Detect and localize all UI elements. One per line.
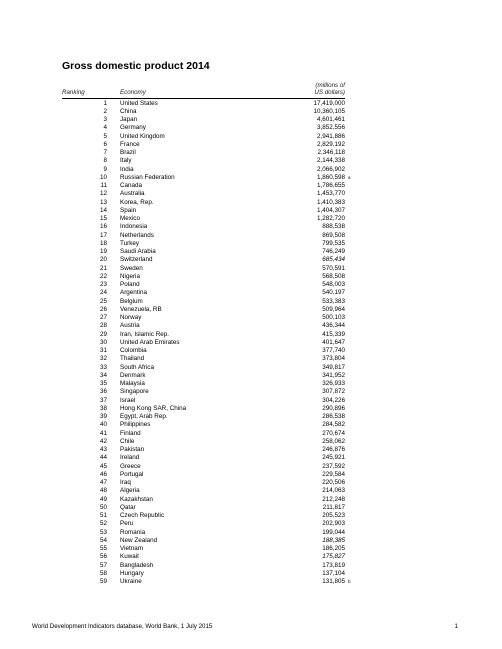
table-row	[0, 570, 502, 578]
economy-cell: India	[120, 165, 134, 173]
rank-cell: 23	[99, 281, 107, 288]
rank-cell: 22	[99, 272, 107, 280]
table-row	[0, 166, 502, 174]
economy-cell: Indonesia	[120, 223, 148, 231]
economy-cell: Singapore	[120, 388, 149, 396]
rank-cell: 36	[99, 388, 107, 396]
table-row	[0, 232, 502, 240]
rank-cell: 54	[99, 536, 107, 544]
table-row	[0, 133, 502, 141]
table-row	[0, 529, 502, 537]
gdp-value-cell: 1,282,720	[316, 215, 345, 222]
rank-cell: 19	[99, 248, 107, 255]
rank-cell: 45	[99, 462, 107, 470]
economy-cell: Hungary	[120, 569, 144, 577]
rank-cell: 46	[99, 470, 107, 478]
rank-cell: 53	[99, 528, 107, 536]
table-row	[0, 421, 502, 429]
table-row	[0, 281, 502, 289]
economy-cell: Mexico	[120, 215, 140, 222]
table-row	[0, 578, 502, 586]
rank-cell: 42	[99, 437, 107, 445]
gdp-value-cell: 373,804	[322, 355, 345, 363]
gdp-value-cell: 137,104	[322, 569, 345, 577]
gdp-value-cell: 205,523	[322, 512, 345, 519]
rank-cell: 51	[99, 512, 107, 519]
rank-cell: 26	[99, 305, 107, 313]
gdp-value-cell: 4,601,461	[316, 116, 345, 123]
economy-cell: Romania	[120, 528, 146, 536]
economy-cell: Hong Kong SAR, China	[120, 404, 187, 412]
economy-cell: Turkey	[120, 239, 140, 247]
table-row	[0, 372, 502, 380]
rank-cell: 13	[99, 198, 107, 206]
table-row	[0, 339, 502, 347]
gdp-value-cell: 570,591	[322, 264, 345, 272]
gdp-table	[0, 100, 502, 587]
rank-cell: 38	[99, 404, 107, 412]
economy-cell: Denmark	[120, 371, 146, 379]
economy-cell: South Africa	[120, 363, 154, 371]
gdp-value-cell: 229,584	[322, 470, 345, 478]
rank-cell: 31	[99, 347, 107, 354]
economy-cell: Venezuela, RB	[120, 305, 162, 313]
source-footer: World Development Indicators database, World Bank, 1 July 2015	[32, 623, 213, 630]
gdp-value-cell: 548,003	[322, 281, 345, 288]
rank-cell: 11	[100, 182, 107, 189]
units-header-line2: US dollars)	[314, 89, 345, 96]
rank-cell: 57	[99, 561, 107, 569]
gdp-value-cell: 349,817	[322, 363, 345, 371]
footnote-marker: a	[348, 174, 351, 180]
gdp-value-cell: 540,197	[322, 289, 345, 297]
economy-cell: Peru	[120, 520, 134, 528]
gdp-value-cell: 202,903	[322, 520, 345, 528]
economy-cell: Netherlands	[120, 231, 154, 239]
table-row	[0, 331, 502, 339]
rank-cell: 30	[99, 338, 107, 346]
economy-cell: Chile	[120, 437, 135, 445]
footnote-marker: b	[348, 579, 351, 584]
table-row	[0, 298, 502, 306]
gdp-value-cell: 415,339	[322, 330, 345, 338]
table-row	[0, 223, 502, 231]
gdp-value-cell: 2,346,118	[317, 149, 345, 156]
rank-cell: 25	[99, 297, 107, 305]
table-row	[0, 256, 502, 264]
gdp-value-cell: 2,144,338	[316, 157, 345, 165]
rank-cell: 12	[99, 190, 107, 198]
table-row	[0, 248, 502, 256]
rank-cell: 18	[99, 239, 107, 247]
gdp-value-cell: 2,941,886	[316, 132, 345, 140]
table-row	[0, 157, 502, 165]
rank-cell: 9	[103, 165, 107, 173]
economy-cell: Argentina	[120, 289, 147, 297]
economy-cell: Canada	[120, 182, 143, 189]
economy-cell: France	[120, 140, 140, 148]
table-row	[0, 199, 502, 207]
gdp-value-cell: 199,044	[322, 528, 345, 536]
table-row	[0, 364, 502, 372]
rank-cell: 7	[103, 149, 107, 156]
gdp-value-cell: 2,829,192	[316, 140, 345, 148]
economy-cell: Kazakhstan	[120, 495, 153, 503]
gdp-value-cell: 568,508	[322, 272, 345, 280]
economy-cell: Japan	[120, 116, 138, 123]
gdp-value-cell: 326,933	[322, 380, 345, 387]
table-row	[0, 215, 502, 223]
gdp-value-cell: 258,062	[322, 437, 345, 445]
table-row	[0, 487, 502, 495]
economy-cell: Korea, Rep.	[120, 198, 154, 206]
economy-cell: Iraq	[120, 479, 131, 486]
economy-cell: Portugal	[120, 470, 144, 478]
gdp-value-cell: 888,538	[322, 223, 345, 231]
gdp-value-cell: 17,419,000	[313, 99, 345, 107]
table-row	[0, 512, 502, 520]
gdp-value-cell: 2,066,902	[316, 165, 345, 173]
gdp-value-cell: 799,535	[322, 239, 345, 247]
gdp-value-cell: 246,876	[322, 446, 345, 453]
economy-cell: Greece	[120, 462, 141, 470]
table-row	[0, 446, 502, 454]
table-row	[0, 430, 502, 438]
header-divider	[62, 98, 345, 99]
gdp-value-cell: 186,205	[322, 545, 345, 552]
table-row	[0, 141, 502, 149]
page-title: Gross domestic product 2014	[62, 60, 210, 72]
economy-cell: Russian Federation	[120, 173, 175, 181]
economy-cell: Switzerland	[120, 256, 153, 264]
table-row	[0, 413, 502, 421]
gdp-value-cell: 746,249	[322, 248, 345, 255]
economy-cell: Vietnam	[120, 545, 143, 552]
economy-cell: Egypt, Arab Rep.	[120, 413, 168, 420]
gdp-value-cell: 500,103	[322, 314, 345, 321]
economy-cell: Iran, Islamic Rep.	[120, 330, 169, 338]
gdp-value-cell: 220,506	[322, 479, 345, 486]
gdp-value-cell: 401,647	[322, 338, 345, 346]
table-row	[0, 405, 502, 413]
economy-column-header: Economy	[120, 89, 146, 96]
rank-cell: 10	[99, 173, 107, 181]
rank-cell: 16	[99, 223, 107, 231]
gdp-value-cell: 1,410,383	[316, 198, 345, 206]
gdp-value-cell: 245,921	[322, 454, 345, 462]
economy-cell: Bangladesh	[120, 561, 154, 569]
economy-cell: Israel	[120, 396, 136, 404]
table-row	[0, 207, 502, 215]
economy-cell: Philippines	[120, 421, 151, 429]
economy-cell: Pakistan	[120, 446, 145, 453]
rank-cell: 17	[99, 231, 107, 239]
gdp-value-cell: 131,805	[322, 578, 345, 585]
economy-cell: United Kingdom	[120, 132, 165, 140]
economy-cell: China	[120, 107, 137, 115]
table-row	[0, 537, 502, 545]
economy-cell: United States	[120, 99, 158, 107]
gdp-value-cell: 869,508	[322, 231, 345, 239]
rank-cell: 48	[99, 487, 107, 495]
economy-cell: Austria	[120, 322, 140, 330]
economy-cell: Kuwait	[120, 553, 139, 561]
gdp-value-cell: 304,226	[322, 396, 345, 404]
table-row	[0, 322, 502, 330]
table-row	[0, 314, 502, 322]
table-row	[0, 124, 502, 132]
economy-cell: Nigeria	[120, 272, 140, 280]
rank-cell: 40	[99, 421, 107, 429]
economy-cell: Brazil	[120, 149, 136, 156]
ranking-column-header: Ranking	[62, 89, 85, 96]
rank-cell: 58	[99, 569, 107, 577]
gdp-value-cell: 270,674	[322, 429, 345, 437]
gdp-value-cell: 175,827	[322, 553, 345, 561]
table-row	[0, 240, 502, 248]
gdp-value-cell: 237,592	[322, 462, 345, 470]
table-row	[0, 273, 502, 281]
economy-cell: Sweden	[120, 264, 143, 272]
table-row	[0, 182, 502, 190]
rank-cell: 5	[103, 132, 107, 140]
table-row	[0, 562, 502, 570]
table-row	[0, 100, 502, 108]
table-row	[0, 397, 502, 405]
rank-cell: 4	[103, 124, 107, 132]
rank-cell: 41	[99, 429, 107, 437]
rank-cell: 52	[99, 520, 107, 528]
gdp-value-cell: 1,786,655	[316, 182, 345, 189]
rank-cell: 2	[103, 107, 107, 115]
economy-cell: Germany	[120, 124, 146, 132]
gdp-value-cell: 173,819	[322, 561, 345, 569]
table-row	[0, 496, 502, 504]
rank-cell: 29	[99, 330, 107, 338]
rank-cell: 6	[103, 140, 107, 148]
table-row	[0, 545, 502, 553]
economy-cell: United Arab Emirates	[120, 338, 180, 346]
table-row	[0, 289, 502, 297]
economy-cell: Finland	[120, 429, 141, 437]
rank-cell: 37	[99, 396, 107, 404]
economy-cell: Belgium	[120, 297, 143, 305]
table-row	[0, 108, 502, 116]
economy-cell: Australia	[120, 190, 145, 198]
economy-cell: Czech Republic	[120, 512, 165, 519]
table-row	[0, 454, 502, 462]
table-row	[0, 479, 502, 487]
gdp-value-cell: 286,538	[322, 413, 345, 420]
rank-cell: 27	[99, 314, 107, 321]
gdp-value-cell: 10,360,105	[313, 107, 345, 115]
rank-cell: 56	[99, 553, 107, 561]
units-header-line1: (millions of	[315, 82, 345, 89]
rank-cell: 34	[99, 371, 107, 379]
table-row	[0, 149, 502, 157]
rank-cell: 8	[103, 157, 107, 165]
rank-cell: 21	[99, 264, 107, 272]
table-row	[0, 463, 502, 471]
economy-cell: Poland	[120, 281, 140, 288]
table-row	[0, 553, 502, 561]
gdp-value-cell: 1,453,770	[316, 190, 345, 198]
economy-cell: Thailand	[120, 355, 145, 363]
economy-cell: Colombia	[120, 347, 147, 354]
table-row	[0, 388, 502, 396]
rank-cell: 55	[99, 545, 107, 552]
gdp-value-cell: 685,434	[322, 256, 345, 264]
table-row	[0, 265, 502, 273]
rank-cell: 24	[99, 289, 107, 297]
table-row	[0, 347, 502, 355]
rank-cell: 50	[99, 503, 107, 511]
gdp-value-cell: 1,860,598	[316, 173, 345, 181]
table-row	[0, 116, 502, 124]
table-row	[0, 471, 502, 479]
rank-cell: 39	[99, 413, 107, 420]
rank-cell: 59	[99, 578, 107, 585]
gdp-value-cell: 3,852,556	[316, 124, 345, 132]
rank-cell: 44	[99, 454, 107, 462]
table-row	[0, 438, 502, 446]
economy-cell: Ireland	[120, 454, 140, 462]
table-row	[0, 190, 502, 198]
table-row	[0, 504, 502, 512]
rank-cell: 14	[99, 206, 107, 214]
rank-cell: 43	[99, 446, 107, 453]
economy-cell: New Zealand	[120, 536, 158, 544]
rank-cell: 20	[99, 256, 107, 264]
rank-cell: 32	[99, 355, 107, 363]
economy-cell: Spain	[120, 206, 137, 214]
gdp-value-cell: 290,896	[322, 404, 345, 412]
economy-cell: Italy	[120, 157, 132, 165]
gdp-value-cell: 341,952	[322, 371, 345, 379]
gdp-value-cell: 212,248	[322, 495, 345, 503]
economy-cell: Saudi Arabia	[120, 248, 156, 255]
gdp-value-cell: 307,872	[322, 388, 345, 396]
rank-cell: 49	[99, 495, 107, 503]
rank-cell: 1	[103, 99, 107, 107]
rank-cell: 33	[99, 363, 107, 371]
table-row	[0, 355, 502, 363]
gdp-value-cell: 509,964	[322, 305, 345, 313]
rank-cell: 28	[99, 322, 107, 330]
gdp-value-cell: 211,817	[322, 503, 345, 511]
economy-cell: Norway	[120, 314, 142, 321]
page-number: 1	[454, 623, 458, 630]
gdp-value-cell: 533,383	[322, 297, 345, 305]
rank-cell: 35	[99, 380, 107, 387]
gdp-value-cell: 214,063	[322, 487, 345, 495]
table-row	[0, 306, 502, 314]
table-row	[0, 380, 502, 388]
rank-cell: 15	[99, 215, 107, 222]
economy-cell: Ukraine	[120, 578, 142, 585]
rank-cell: 47	[99, 479, 107, 486]
rank-cell: 3	[103, 116, 107, 123]
table-row	[0, 174, 502, 182]
gdp-value-cell: 436,344	[322, 322, 345, 330]
gdp-value-cell: 377,740	[322, 347, 345, 354]
gdp-value-cell: 1,404,307	[316, 206, 345, 214]
table-row	[0, 520, 502, 528]
gdp-value-cell: 188,385	[322, 536, 345, 544]
economy-cell: Malaysia	[120, 380, 145, 387]
economy-cell: Qatar	[120, 503, 136, 511]
gdp-value-cell: 284,582	[322, 421, 345, 429]
economy-cell: Algeria	[120, 487, 140, 495]
